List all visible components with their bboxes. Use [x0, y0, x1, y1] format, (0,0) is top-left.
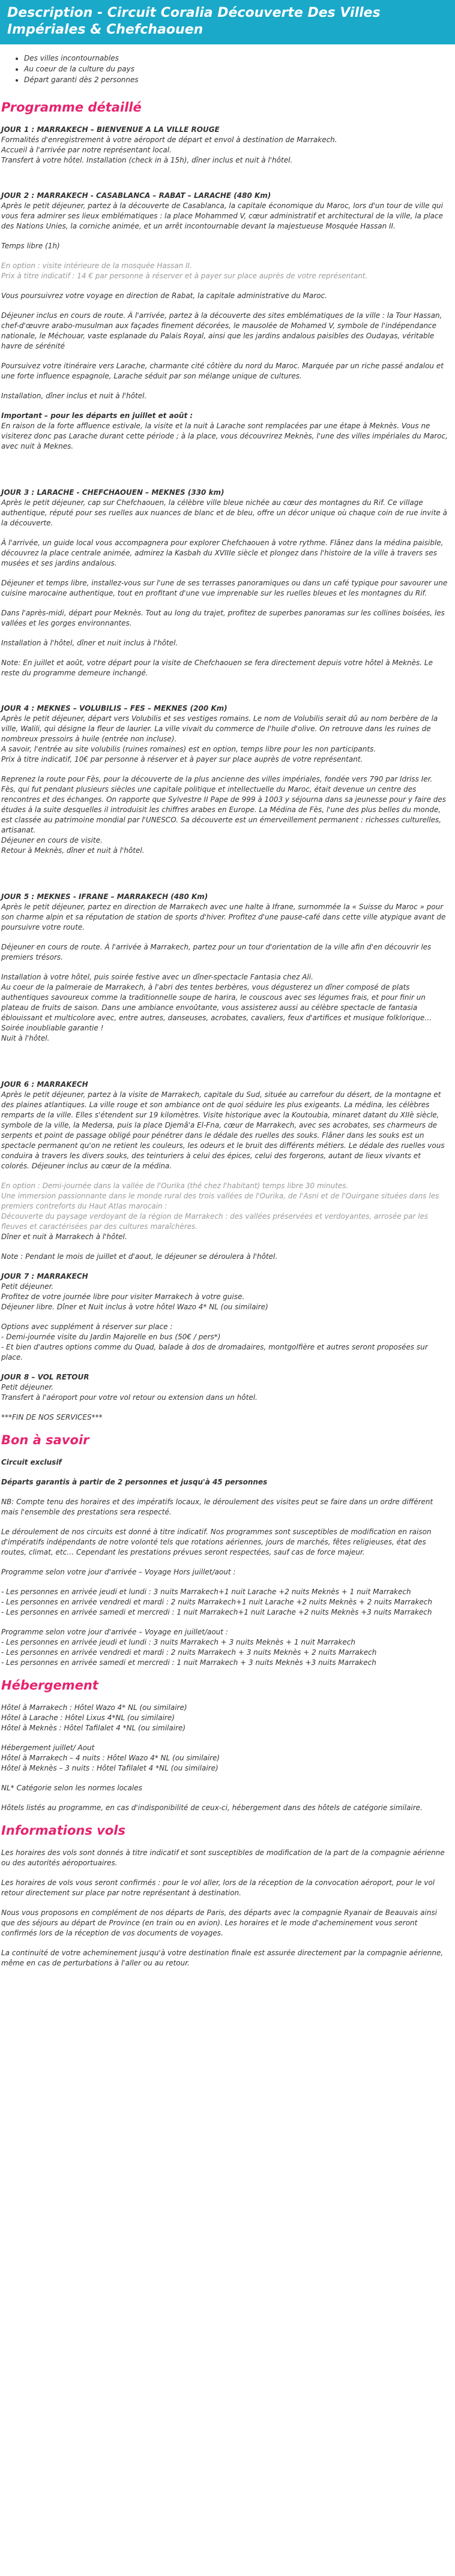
day2-intro — [1, 191, 449, 232]
day1-line: Accueil à l'arrivée par notre représentant local. — [1, 146, 172, 154]
day7-line: Petit déjeuner. — [1, 1282, 54, 1291]
day4-text-line: Déjeuner en cours de visite. — [1, 836, 103, 844]
programme-hors-juillet-title: Programme selon votre jour d'arrivée – Voyage Hors juillet/aout : — [1, 1568, 236, 1576]
hotel-line: Hôtel à Meknès : Hôtel Tafilalet 4 *NL (ou similaire) — [1, 1724, 186, 1732]
day5-intro — [1, 892, 449, 933]
day1-line: Transfert à votre hôtel. Installation (check in à 15h), dîner inclus et nuit à l'hôtel. — [1, 156, 293, 164]
informations-content — [0, 1848, 455, 1968]
info-text: La continuité de votre acheminement jusqu'à votre destination finale est assurée directement par la compagnie aérienne, même en cas de perturbations à l'aller ou au retour. — [1, 1949, 444, 1967]
highlights-list — [0, 53, 455, 85]
day2-title: JOUR 2 : MARRAKECH - CASABLANCA – RABAT – LARACHE (480 Km) — [1, 191, 271, 200]
departs-garantis: Départs garantis à partir de 2 personnes et jusqu'à 45 personnes — [1, 1478, 268, 1486]
day5-text-line: Au coeur de la palmeraie de Marrakech, à l'abri des tentes berbères, vous dégusterez un dîner composé de plats authentiques savoureux comme la traditionnelle soupe de harira, le couscous avec ses légumes frais, et pour finir un plateau de fruits de saison. Dans une ambiance envoûtante, vous assisterez aussi au célèbre spectacle de fantasia éblouissant et multicolore avec, entre autres, danseuses, acrobates, cavaliers, feux d'artifices et musique folklorique… Soirée inoubliable garantie ! — [1, 983, 432, 1032]
day5-text: Déjeuner en cours de route. À l'arrivée à Marrakech, partez pour un tour d'orientation de la ville afin d'en découvrir les premiers trésors. — [1, 943, 432, 961]
day6-note: Note : Pendant le mois de juillet et d'aout, le déjeuner se déroulera à l'hôtel. — [1, 1252, 278, 1261]
day1-line: Formalités d'enregistrement à votre aéroport de départ et envol à destination de Marrakech. — [1, 136, 337, 144]
day5-title: JOUR 5 : MEKNES - IFRANE – MARRAKECH (480 Km) — [1, 892, 208, 901]
day7-title: JOUR 7 : MARRAKECH — [1, 1272, 88, 1281]
day4-text: Après le petit déjeuner, départ vers Volubilis et ses vestiges romains. Le nom de Volubilis serait dû au nom berbère de la ville, Walili, qui désigne la fleur de laurier. La ville vivait du commerce de l'huile d'olive. On retrouve dans les ruines de nombreux pressoirs à huile (entrée non incluse). — [1, 714, 438, 743]
programme-juillet-title: Programme selon votre jour d'arrivée – Voyage en juillet/aout : — [1, 1628, 228, 1636]
day3-note: Note: En juillet et août, votre départ pour la visite de Chefchaouen se fera directement depuis votre hôtel à Meknès. Le reste du programme demeure inchangé. — [1, 659, 433, 677]
day6-text: Dîner et nuit à Marrakech à l'hôtel. — [1, 1233, 127, 1241]
day6-title: JOUR 6 : MARRAKECH — [1, 1080, 88, 1089]
day2-option — [1, 261, 449, 281]
info-text: Les horaires des vols sont donnés à titre indicatif et sont susceptibles de modification de la part de la compagnie aérienne ou des autorités aéroportuaires. — [1, 1848, 445, 1867]
day8-line: Petit déjeuner. — [1, 1383, 54, 1391]
day1 — [1, 125, 449, 166]
day6-intro — [1, 1080, 449, 1171]
programme-line: - Les personnes en arrivée samedi et mercredi : 1 nuit Marrakech + 3 nuits Meknès +3 nuits Marrakech — [1, 1658, 376, 1667]
hotel-line: Hôtel à Marrakech – 4 nuits : Hôtel Wazo 4* NL (ou similaire) — [1, 1754, 220, 1762]
day3-title: JOUR 3 : LARACHE - CHEFCHAOUEN – MEKNES (330 km) — [1, 488, 224, 497]
day3-text: Après le petit déjeuner, cap sur Chefchaouen, la célèbre ville bleue nichée au cœur des montagnes du Rif. Ce village authentique, réputé pour ses ruelles aux nuances de blanc et de bleu, offre un décor unique où chaque coin de rue invite à la découverte. — [1, 498, 447, 527]
day6-text: Après le petit déjeuner, partez à la visite de Marrakech, capitale du Sud, située au carrefour du désert, de la montagne et des plaines atlantiques. La ville rouge et son ambiance ont de quoi séduire les plus exigeants. La médina, les célèbres remparts de la ville. Elles s'étendent sur 19 kilomètres. Visite historique avec la Koutoubia, minaret datant du XIIè siècle, symbole de la ville, la Medersa, puis la place Djemâ'a El-Fna, cœur de Marrakech, avec ses acrobates, ses charmeurs de serpents et point de passage obligé pour pénétrer dans le dédale des ruelles des souks. Flâner dans les souks est un spectacle permanent qu'on ne retient les couleurs, les odeurs et le bruit des différents métiers. Le dédale des ruelles vous conduira à travers les divers souks, des teinturiers à celui des épices, celui des forgerons, autant de lieux vivants et colorés. Déjeuner inclus au cœur de la médina. — [1, 1090, 445, 1170]
day3-intro — [1, 488, 449, 528]
day1-title: JOUR 1 : MARRAKECH – BIENVENUE A LA VILLE ROUGE — [1, 125, 220, 134]
programme-content — [0, 125, 455, 1423]
day2-text: Poursuivez votre itinéraire vers Larache, charmante cité côtière du nord du Maroc. Marquée par un riche passé andalou et une forte influence espagnole, Larache séduit par son mélange unique de cultures. — [1, 362, 444, 380]
day3-text: À l'arrivée, un guide local vous accompagnera pour explorer Chefchaouen à votre rythme. Flânez dans la médina paisible, découvrez la place centrale animée, admirez la Kasbah du XVIIIe siècle et plongez dans l'histoire de la ville à travers ses musées et ses jardins andalous. — [1, 539, 444, 567]
hotel-line: Hébergement juillet/ Aout — [1, 1744, 95, 1752]
bon-text: Le déroulement de nos circuits est donné à titre indicatif. Nos programmes sont susceptibles de modification en raison d'impératifs indépendants de notre volonté tels que rotations aériennes, jours de marchés, fêtes religieuses, état des routes, climat, etc… Cependant les prestations prévues seront respectées, sauf cas de force majeur. — [1, 1528, 432, 1556]
nb-note: NB: Compte tenu des horaires et des impératifs locaux, le déroulement des visites peut se faire dans un ordre différent mais l'ensemble des prestations sera respecté. — [1, 1498, 433, 1516]
day7-intro — [1, 1272, 449, 1312]
programme-hors-juillet — [1, 1587, 449, 1618]
programme-juillet — [1, 1627, 449, 1668]
hotel-line: Hôtel à Larache : Hôtel Lixus 4*NL (ou similaire) — [1, 1714, 175, 1722]
programme-line: - Les personnes en arrivée vendredi et mardi : 2 nuits Marrakech+1 nuit Larache +2 nuits Meknès + 2 nuits Marrakech — [1, 1598, 432, 1606]
highlight-item: • Des villes incontournables — [24, 53, 455, 64]
day4-title: JOUR 4 : MEKNES – VOLUBILIS – FES – MEKNES (200 Km) — [1, 704, 228, 713]
informations-heading: Informations vols — [1, 1823, 125, 1838]
day7-line: Profitez de votre journée libre pour visiter Marrakech à votre guise. — [1, 1292, 245, 1301]
day7-options — [1, 1322, 449, 1363]
hebergement-heading: Hébergement — [1, 1678, 98, 1693]
day5-text-line: Nuit à l'hôtel. — [1, 1034, 50, 1042]
highlight-item: • Départ garanti dès 2 personnes — [24, 74, 455, 85]
day8-title: JOUR 8 – VOL RETOUR — [1, 1373, 89, 1381]
day3-text: Déjeuner et temps libre, installez-vous sur l'une de ses terrasses panoramiques ou dans un café typique pour savourer une cuisine marocaine authentique, tout en profitant d'une vue imprenable sur les ruelles bleues et les montagnes du Rif. — [1, 579, 448, 597]
day4-text-line: Retour à Meknès, dîner et nuit à l'hôtel. — [1, 846, 145, 855]
hotel-line: Hôtel à Marrakech : Hôtel Wazo 4* NL (ou similaire) — [1, 1703, 187, 1712]
day4-text-line: Reprenez la route pour Fès, pour la découverte de la plus ancienne des villes impériales, fondée vers 790 par Idriss Ier. Fès, qui fut pendant plusieurs siècles une capitale politique et intellectuelle du Maroc, était devenue un centre des rencontres et des échanges. On rapporte que Sylvestre II Pape de 999 à 1003 y séjourna dans sa jeunesse pour y faire des études à la suite desquelles il introduisit les chiffres arabes en Europe. La Médina de Fès, l'une des plus belles du monde, est classée au patrimoine mondial par l'UNESCO. Sa découverte est un émerveillement permanent : richesses culturelles, artisanat. — [1, 775, 447, 834]
day5-text-line: Installation à votre hôtel, puis soirée festive avec un dîner-spectacle Fantasia chez Ali. — [1, 973, 313, 981]
day2-text: Temps libre (1h) — [1, 242, 60, 250]
programme-heading: Programme détaillé — [1, 100, 142, 115]
programme-line: - Les personnes en arrivée jeudi et lundi : 3 nuits Marrakech+1 nuit Larache +2 nuits Meknès + 1 nuit Marrakech — [1, 1588, 411, 1596]
day2-text: Déjeuner inclus en cours de route. À l'arrivée, partez à la découverte des sites emblématiques de la ville : la Tour Hassan, chef-d'œuvre arabo-musulman aux façades finement décorées, le mausolée de Mohamed V, symbole de l'indépendance nationale, le Méchouar, vaste esplanade du Palais Royal, ainsi que les jardins andalous paisibles des Oudayas, véritable havre de sérénité — [1, 311, 442, 350]
day2-important-text: En raison de la forte affluence estivale, la visite et la nuit à Larache sont remplacées par une étape à Meknès. Vous ne visiterez donc pas Larache durant cette période ; à la place, vous découvrirez Meknès, l'une des villes impériales du Maroc, avec nuit à Meknes. — [1, 422, 448, 450]
bon-a-savoir-heading: Bon à savoir — [1, 1433, 89, 1447]
day6-option-line: Découverte du paysage verdoyant de la région de Marrakech : des vallées préservées et verdoyantes, arrosée par les fleuves et caractérisées par des cultures maraîchères. — [1, 1212, 429, 1231]
circuit-exclusif: Circuit exclusif — [1, 1458, 62, 1466]
nl-note: NL* Catégorie selon les normes locales — [1, 1784, 142, 1792]
day8-line: Transfert à l'aéroport pour votre vol retour ou extension dans un hôtel. — [1, 1393, 258, 1402]
day5-text — [1, 972, 449, 1044]
hebergement-juillet — [1, 1743, 449, 1774]
programme-line: - Les personnes en arrivée samedi et mercredi : 1 nuit Marrakech+1 nuit Larache +2 nuits Meknès +3 nuits Marrakech — [1, 1608, 432, 1616]
day2-important-title: Important – pour les départs en juillet et août : — [1, 411, 193, 420]
programme-line: - Les personnes en arrivée vendredi et mardi : 2 nuits Marrakech + 3 nuits Meknès + 2 nuits Marrakech — [1, 1648, 377, 1657]
day7-option-line: - Demi-journée visite du Jardin Majorelle en bus (50€ / pers*) — [1, 1333, 221, 1341]
day7-options-title: Options avec supplément à réserver sur place : — [1, 1322, 173, 1331]
day2-important — [1, 411, 449, 452]
info-text: Nous vous proposons en complément de nos départs de Paris, des départs avec la compagnie Ryanair de Beauvais ainsi que des séjours au départ de Province (en train ou en avion). Les horaires et le mode d'acheminement vous seront confirmés lors de la réception de vos documents de voyages. — [1, 1908, 438, 1937]
day5-text: Après le petit déjeuner, partez en direction de Marrakech avec une halte à Ifrane, surnommée la « Suisse du Maroc » pour son charme alpin et sa réputation de station de sports d'hiver. Profitez d'une pause-café dans cette ville atypique avant de poursuivre votre route. — [1, 903, 446, 931]
day7-line: Déjeuner libre. Dîner et Nuit inclus à votre hôtel Wazo 4* NL (ou similaire) — [1, 1303, 268, 1311]
day4-text: Prix à titre indicatif, 10€ par personne à réserver et à payer sur place auprès de votre représentant. — [1, 755, 363, 764]
end-of-services: ***FIN DE NOS SERVICES*** — [1, 1413, 103, 1421]
hotel-line: Hôtel à Meknès – 3 nuits : Hôtel Tafilalet 4 *NL (ou similaire) — [1, 1764, 218, 1772]
day3-text: Installation à l'hôtel, dîner et nuit inclus à l'hôtel. — [1, 639, 178, 647]
highlight-item: • Au coeur de la culture du pays — [24, 64, 455, 74]
hebergement-text: Hôtels listés au programme, en cas d'indisponibilité de ceux-ci, hébergement dans des hôtels de catégorie similaire. — [1, 1803, 423, 1812]
day2-text: Installation, dîner inclus et nuit à l'hôtel. — [1, 392, 147, 400]
day7-option-line: - Et bien d'autres options comme du Quad, balade à dos de dromadaires, montgolfière et autres seront proposées sur place. — [1, 1343, 428, 1361]
hebergement-hors — [1, 1703, 449, 1733]
day2-text: Vous poursuivrez votre voyage en direction de Rabat, la capitale administrative du Maroc. — [1, 291, 327, 300]
day2-text: Après le petit déjeuner, partez à la découverte de Casablanca, la capitale économique du Maroc, lors d'un tour de ville qui vous fera admirer ses lieux emblématiques : la place Mohammed V, cœur administratif et architectural de la ville, la place des Nations Unies, la corniche animée, et un arrêt incontournable devant la majestueuse Mosquée Hassan II. — [1, 202, 444, 230]
programme-line: - Les personnes en arrivée jeudi et lundi : 3 nuits Marrakech + 3 nuits Meknès + 1 nuit Marrakech — [1, 1638, 355, 1646]
hebergement-content — [0, 1703, 455, 1813]
day3-text: Dans l'après-midi, départ pour Meknès. Tout au long du trajet, profitez de superbes panoramas sur les collines boisées, les vallées et les gorges environnantes. — [1, 609, 445, 627]
day2-option-line: En option : visite intérieure de la mosquée Hassan II. — [1, 261, 192, 270]
day2-option-line: Prix à titre indicatif : 14 € par personne à réserver et à payer sur place auprès de votre représentant. — [1, 272, 368, 280]
day6-option — [1, 1181, 449, 1232]
day4-text — [1, 774, 449, 856]
day8 — [1, 1372, 449, 1403]
day6-option-line: En option : Demi-journée dans la vallée de l'Ourika (thé chez l'habitant) temps libre 30 minutes. — [1, 1182, 349, 1190]
day4-intro — [1, 704, 449, 765]
day4-text: A savoir, l'entrée au site volubilis (ruines romaines) est en option, temps libre pour les non participants. — [1, 745, 376, 753]
info-text: Les horaires de vols vous seront confirmés : pour le vol aller, lors de la réception de la convocation aéroport, pour le vol retour directement sur place par notre représentant à destination. — [1, 1878, 435, 1897]
bon-a-savoir-content — [0, 1457, 455, 1668]
page-title: Description - Circuit Coralia Découverte Des Villes Impériales & Chefchaouen — [0, 0, 455, 44]
day6-option-line: Une immersion passionnante dans le monde rural des trois vallées de l'Ourika, de l'Asni et de l'Ouirgane situées dans les premiers contreforts du Haut Atlas marocain : — [1, 1192, 439, 1210]
